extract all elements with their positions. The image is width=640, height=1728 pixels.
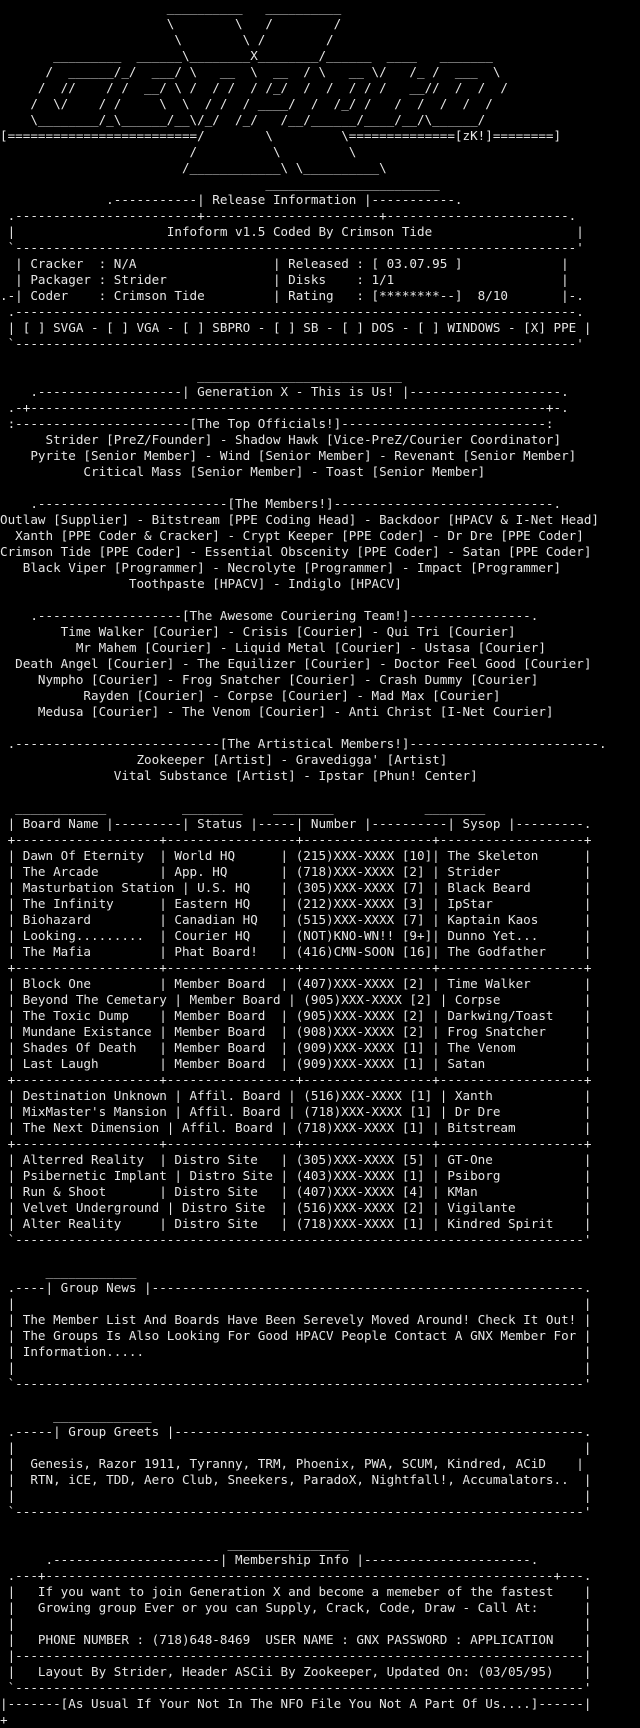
nfo-line: .-------------------[The Awesome Couriering Team!]----------------.: [0, 608, 539, 623]
nfo-line: | Dawn Of Eternity | World HQ | (215)XXX-XXXX [10]| The Skeleton |: [0, 848, 592, 863]
nfo-line: |---------------------------------------------------------------------------|: [0, 1648, 592, 1663]
nfo-line: ____________ ________ ________ ________: [0, 800, 486, 815]
nfo-line: \ \ / /: [0, 16, 342, 31]
nfo-line: / \/ / / \ \ / / / ____/ / /_/ / / / / / /: [0, 96, 493, 111]
nfo-line: | Growing group Ever or you can Supply, Crack, Code, Draw - Call At: |: [0, 1600, 592, 1615]
nfo-line: | The Mafia | Phat Board! | (416)CMN-SOON [16]| The Godfather |: [0, 944, 592, 959]
nfo-line: .-| Coder : Crimson Tide | Rating : [********--] 8/10 |-.: [0, 288, 584, 303]
nfo-line: .--------------------------------------------------------------------------.: [0, 304, 584, 319]
nfo-line: | PHONE NUMBER : (718)648-8469 USER NAME : GNX PASSWORD : APPLICATION |: [0, 1632, 592, 1647]
nfo-line: Toothpaste [HPACV] - Indiglo [HPACV]: [0, 576, 402, 591]
nfo-line: _______________________: [0, 176, 440, 191]
nfo-line: Vital Substance [Artist] - Ipstar [Phun! Center]: [0, 768, 478, 783]
nfo-line: Death Angel [Courier] - The Equilizer [Courier] - Doctor Feel Good [Courier]: [0, 656, 592, 671]
nfo-line: | Board Name |---------| Status |-----| Number |----------| Sysop |---------.: [0, 816, 592, 831]
nfo-line: | [ ] SVGA - [ ] VGA - [ ] SBPRO - [ ] SB - [ ] DOS - [ ] WINDOWS - [X] PPE |: [0, 320, 592, 335]
nfo-line: | The Member List And Boards Have Been Serevely Moved Around! Check It Out! |: [0, 1312, 592, 1327]
nfo-line: _________ ______\________X________/______ ____ _______: [0, 48, 493, 63]
nfo-line: .------------------------+-----------------------+------------------------.: [0, 208, 577, 223]
nfo-line: /____________\ \__________\: [0, 160, 387, 175]
nfo-line: +-------------------+-----------------+-----------------+-------------------+: [0, 960, 592, 975]
nfo-line: [0, 1520, 640, 1536]
nfo-line: | |: [0, 1616, 592, 1631]
nfo-line: Crimson Tide [PPE Coder] - Essential Obscenity [PPE Coder] - Satan [PPE Coder]: [0, 544, 592, 559]
nfo-line: .---------------------------[The Artistical Members!]-------------------------.: [0, 736, 607, 751]
nfo-line: | |: [0, 1440, 592, 1455]
nfo-line: | The Groups Is Also Looking For Good HPACV People Contact A GNX Member For |: [0, 1328, 592, 1343]
nfo-line: / // / / __/ \ / / / / /_/ / / / / / __// / / /: [0, 80, 508, 95]
nfo-line: / \ \: [0, 144, 357, 159]
nfo-line: [0, 592, 640, 608]
nfo-line: +-------------------+-----------------+-----------------+-------------------+: [0, 832, 592, 847]
nfo-line: |-------[As Usual If Your Not In The NFO File You Not A Part Of Us....]------|: [0, 1696, 592, 1711]
nfo-line: `--------------------------------------------------------------------------': [0, 240, 584, 255]
nfo-line: | Looking......... | Courier HQ | (NOT)KNO-WN!! [9+]| Dunno Yet... |: [0, 928, 592, 943]
nfo-line: | Block One | Member Board | (407)XXX-XXXX [2] | Time Walker |: [0, 976, 592, 991]
nfo-line: Critical Mass [Senior Member] - Toast [Senior Member]: [0, 464, 486, 479]
nfo-line: | Biohazard | Canadian HQ | (515)XXX-XXXX [7] | Kaptain Kaos |: [0, 912, 592, 927]
nfo-line: | Packager : Strider | Disks : 1/1 |: [0, 272, 569, 287]
nfo-line: ________________: [0, 1536, 349, 1551]
nfo-line: Black Viper [Programmer] - Necrolyte [Programmer] - Impact [Programmer]: [0, 560, 562, 575]
nfo-line: | Run & Shoot | Distro Site | (407)XXX-XXXX [4] | KMan |: [0, 1184, 592, 1199]
nfo-line: [=========================/ \ \==============[zK!]========]: [0, 128, 562, 143]
nfo-line: | Cracker : N/A | Released : [ 03.07.95 ] |: [0, 256, 569, 271]
nfo-line: | Information..... |: [0, 1344, 592, 1359]
nfo-line: | Masturbation Station | U.S. HQ | (305)XXX-XXXX [7] | Black Beard |: [0, 880, 592, 895]
nfo-line: Time Walker [Courier] - Crisis [Courier] - Qui Tri [Courier]: [0, 624, 516, 639]
nfo-line: Mr Mahem [Courier] - Liquid Metal [Courier] - Ustasa [Courier]: [0, 640, 546, 655]
nfo-line: +-------------------+-----------------+-----------------+-------------------+: [0, 1072, 592, 1087]
nfo-line: | |: [0, 1360, 592, 1375]
nfo-line: | Beyond The Cemetary | Member Board | (905)XXX-XXXX [2] | Corpse |: [0, 992, 592, 1007]
nfo-line: [0, 480, 640, 496]
nfo-line: | Psibernetic Implant | Distro Site | (403)XXX-XXXX [1] | Psiborg |: [0, 1168, 592, 1183]
nfo-line: +-------------------+-----------------+-----------------+-------------------+: [0, 1136, 592, 1151]
nfo-line: Zookeeper [Artist] - Gravedigga' [Artist]: [0, 752, 448, 767]
nfo-line: _____________: [0, 1408, 152, 1423]
nfo-line: \ \ / /: [0, 32, 334, 47]
nfo-line: Pyrite [Senior Member] - Wind [Senior Member] - Revenant [Senior Member]: [0, 448, 577, 463]
nfo-line: | The Arcade | App. HQ | (718)XXX-XXXX [2] | Strider |: [0, 864, 592, 879]
nfo-line: :-----------------------[The Top Officials!]---------------------------:: [0, 416, 554, 431]
nfo-line: `---------------------------------------------------------------------------': [0, 1504, 592, 1519]
nfo-line: | RTN, iCE, TDD, Aero Club, Sneekers, ParadoX, Nightfall!, Accumalators.. |: [0, 1472, 592, 1487]
nfo-line: [0, 720, 640, 736]
nfo-line: | The Infinity | Eastern HQ | (212)XXX-XXXX [3] | IpStar |: [0, 896, 592, 911]
nfo-line: Strider [PreZ/Founder] - Shadow Hawk [Vice-PreZ/Courier Coordinator]: [0, 432, 562, 447]
nfo-line: +: [0, 1712, 8, 1727]
nfo-line: Outlaw [Supplier] - Bitstream [PPE Coding Head] - Backdoor [HPACV & I-Net Head]: [0, 512, 599, 527]
nfo-line: Xanth [PPE Coder & Cracker] - Crypt Keeper [PPE Coder] - Dr Dre [PPE Coder]: [0, 528, 584, 543]
nfo-line: ____________: [0, 1264, 137, 1279]
nfo-line: [0, 1248, 640, 1264]
nfo-line: | Velvet Underground | Distro Site | (516)XXX-XXXX [2] | Vigilante |: [0, 1200, 592, 1215]
nfo-line: `---------------------------------------------------------------------------': [0, 1376, 592, 1391]
nfo-line: | Alterred Reality | Distro Site | (305)XXX-XXXX [5] | GT-One |: [0, 1152, 592, 1167]
nfo-line: | Mundane Existance | Member Board | (908)XXX-XXXX [2] | Frog Snatcher |: [0, 1024, 592, 1039]
nfo-line: .---+-------------------------------------------------------------------+---.: [0, 1568, 592, 1583]
nfo-line: | Layout By Strider, Header ASCii By Zookeeper, Updated On: (03/05/95) |: [0, 1664, 592, 1679]
nfo-line: | The Toxic Dump | Member Board | (905)XXX-XXXX [2] | Darkwing/Toast |: [0, 1008, 592, 1023]
nfo-line: | Alter Reality | Distro Site | (718)XXX-XXXX [1] | Kindred Spirit |: [0, 1216, 592, 1231]
nfo-line: | |: [0, 1488, 592, 1503]
nfo-line: | If you want to join Generation X and become a memeber of the fastest |: [0, 1584, 592, 1599]
nfo-line: `---------------------------------------------------------------------------': [0, 1232, 592, 1247]
nfo-line: | Destination Unknown | Affil. Board | (516)XXX-XXXX [1] | Xanth |: [0, 1088, 592, 1103]
nfo-line: | Shades Of Death | Member Board | (909)XXX-XXXX [1] | The Venom |: [0, 1040, 592, 1055]
nfo-line: ___________________________: [0, 368, 402, 383]
nfo-line: [0, 1392, 640, 1408]
nfo-line: `--------------------------------------------------------------------------': [0, 336, 584, 351]
nfo-line: .-----| Group Greets |------------------------------------------------------.: [0, 1424, 592, 1439]
nfo-line: .-------------------------[The Members!]-----------------------------.: [0, 496, 562, 511]
nfo-line: .-+--------------------------------------------------------------------+-.: [0, 400, 569, 415]
nfo-line: Rayden [Courier] - Corpse [Courier] - Mad Max [Courier]: [0, 688, 501, 703]
nfo-line: [0, 352, 640, 368]
nfo-line: `---------------------------------------------------------------------------': [0, 1680, 592, 1695]
nfo-line: Nympho [Courier] - Frog Snatcher [Courier] - Crash Dummy [Courier]: [0, 672, 539, 687]
nfo-line: __________ __________: [0, 0, 342, 15]
nfo-line: | Genesis, Razor 1911, Tyranny, TRM, Phoenix, PWA, SCUM, Kindred, ACiD |: [0, 1456, 584, 1471]
nfo-line: .----------------------| Membership Info |----------------------.: [0, 1552, 539, 1567]
nfo-line: \________/_\______/__\/_/ /_/ /__/______/____/__/\______/: [0, 112, 486, 127]
nfo-line: | MixMaster's Mansion | Affil. Board | (718)XXX-XXXX [1] | Dr Dre |: [0, 1104, 592, 1119]
nfo-line: / ______/_/ ___/ \ __ \ __ / \ __ \/ /_ / ___ \: [0, 64, 501, 79]
nfo-line: Medusa [Courier] - The Venom [Courier] - Anti Christ [I-Net Courier]: [0, 704, 554, 719]
nfo-line: | The Next Dimension | Affil. Board | (718)XXX-XXXX [1] | Bitstream |: [0, 1120, 592, 1135]
nfo-line: .----| Group News |---------------------------------------------------------.: [0, 1280, 592, 1295]
nfo-line: | |: [0, 1296, 592, 1311]
nfo-line: | Infoform v1.5 Coded By Crimson Tide |: [0, 224, 584, 239]
nfo-line: .-------------------| Generation X - This is Us! |--------------------.: [0, 384, 569, 399]
nfo-line: .-----------| Release Information |-----------.: [0, 192, 463, 207]
nfo-line: | Last Laugh | Member Board | (909)XXX-XXXX [1] | Satan |: [0, 1056, 592, 1071]
nfo-line: [0, 784, 640, 800]
